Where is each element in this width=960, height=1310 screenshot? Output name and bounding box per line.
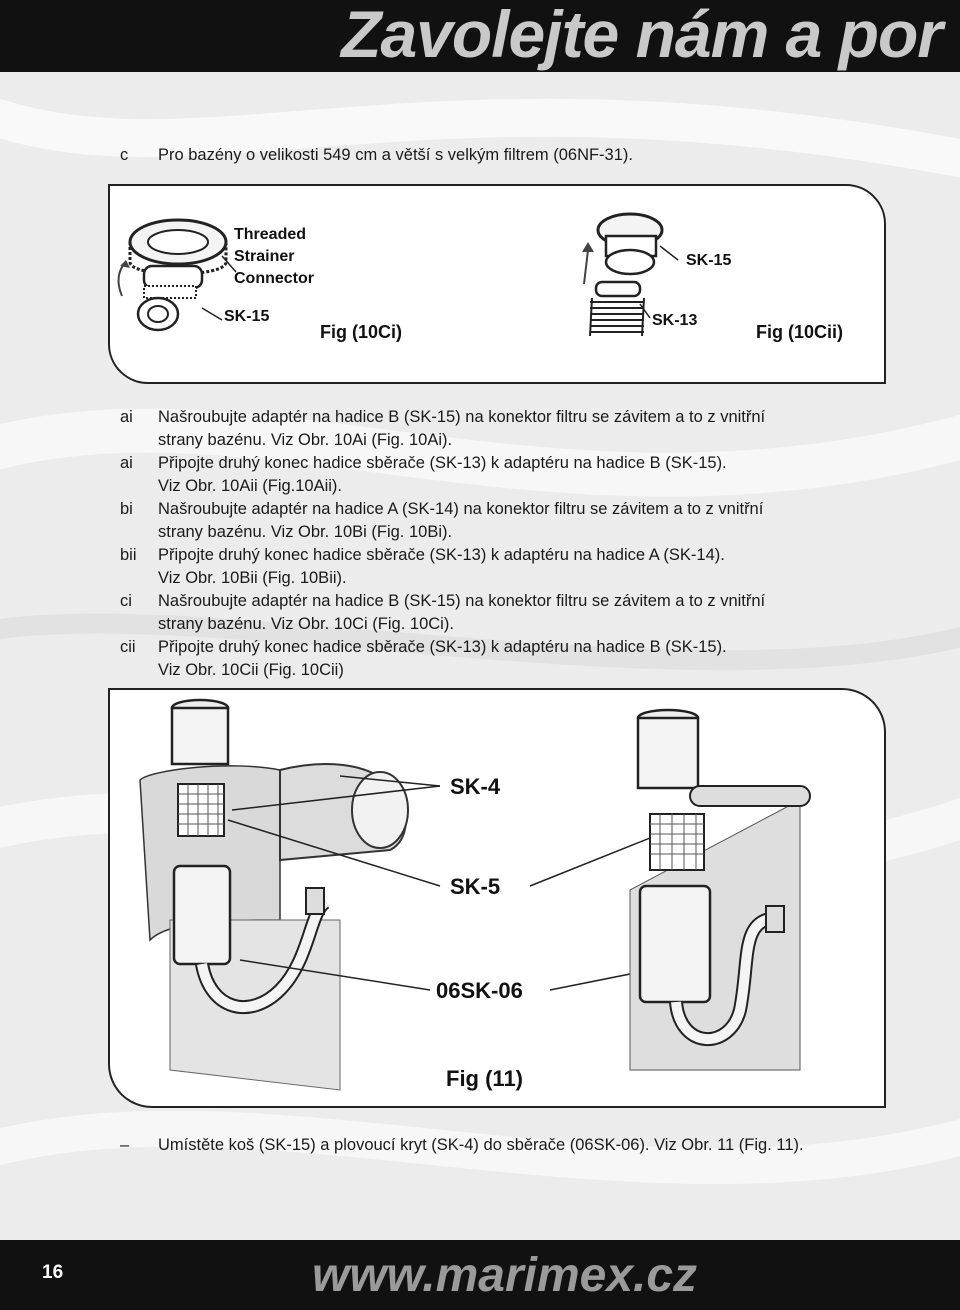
intro-marker: c bbox=[120, 146, 129, 164]
step-marker: bi bbox=[120, 500, 133, 518]
step-row bbox=[0, 590, 960, 636]
step-line1: Našroubujte adaptér na hadice A (SK-14) na konektor filtru se závitem a to z vnitřní bbox=[158, 500, 764, 518]
final-row bbox=[0, 1134, 960, 1158]
intro-row bbox=[0, 144, 960, 168]
label-06sk06: 06SK-06 bbox=[436, 978, 523, 1003]
step-marker: ci bbox=[120, 592, 132, 610]
step-line2: Viz Obr. 10Bii (Fig. 10Bii). bbox=[158, 569, 347, 587]
step-line2: strany bazénu. Viz Obr. 10Ai (Fig. 10Ai). bbox=[158, 431, 453, 449]
label-sk5: SK-5 bbox=[450, 874, 501, 899]
label-sk4: SK-4 bbox=[450, 774, 501, 799]
step-line1: Připojte druhý konec hadice sběrače (SK-13) k adaptéru na hadice A (SK-14). bbox=[158, 546, 725, 564]
step-line2: Viz Obr. 10Cii (Fig. 10Cii) bbox=[158, 661, 344, 679]
figure-11 bbox=[108, 688, 886, 1108]
footer-url: www.marimex.cz bbox=[312, 1249, 698, 1302]
label-sk15-left: SK-15 bbox=[224, 308, 270, 325]
caption-fig-10ci: Fig (10Ci) bbox=[320, 322, 403, 342]
step-line1: Našroubujte adaptér na hadice B (SK-15) na konektor filtru se závitem a to z vnitřní bbox=[158, 408, 766, 426]
label-sk15-right: SK-15 bbox=[686, 252, 732, 269]
final-text: Umístěte koš (SK-15) a plovoucí kryt (SK-4) do sběrače (06SK-06). Viz Obr. 11 (Fig. 11). bbox=[158, 1136, 804, 1154]
page-number: 16 bbox=[42, 1262, 64, 1283]
step-marker: cii bbox=[120, 638, 136, 656]
final-marker: – bbox=[120, 1136, 130, 1154]
step-marker: bii bbox=[120, 546, 137, 564]
label-strainer: Strainer bbox=[234, 248, 295, 265]
label-sk13-right: SK-13 bbox=[652, 312, 698, 329]
page-footer bbox=[0, 1240, 960, 1310]
page-header bbox=[0, 0, 960, 72]
step-row bbox=[0, 406, 960, 452]
intro-text: Pro bazény o velikosti 549 cm a větší s velkým filtrem (06NF-31). bbox=[158, 146, 633, 164]
figure-10c-drawing bbox=[110, 186, 884, 382]
label-threaded: Threaded bbox=[234, 226, 307, 243]
step-row bbox=[0, 452, 960, 498]
header-title: Zavolejte nám a por bbox=[341, 0, 942, 71]
figure-10c bbox=[108, 184, 886, 384]
step-row bbox=[0, 498, 960, 544]
caption-fig-10cii: Fig (10Cii) bbox=[756, 322, 844, 342]
step-line2: strany bazénu. Viz Obr. 10Ci (Fig. 10Ci). bbox=[158, 615, 454, 633]
step-line2: Viz Obr. 10Aii (Fig.10Aii). bbox=[158, 477, 343, 495]
step-line1: Našroubujte adaptér na hadice B (SK-15) na konektor filtru se závitem a to z vnitřní bbox=[158, 592, 766, 610]
label-connector: Connector bbox=[234, 270, 314, 287]
step-marker: ai bbox=[120, 408, 133, 426]
step-line1: Připojte druhý konec hadice sběrače (SK-13) k adaptéru na hadice B (SK-15). bbox=[158, 638, 727, 656]
step-row bbox=[0, 636, 960, 682]
step-marker: ai bbox=[120, 454, 133, 472]
step-line1: Připojte druhý konec hadice sběrače (SK-13) k adaptéru na hadice B (SK-15). bbox=[158, 454, 727, 472]
step-row bbox=[0, 544, 960, 590]
step-line2: strany bazénu. Viz Obr. 10Bi (Fig. 10Bi). bbox=[158, 523, 453, 541]
caption-fig-11: Fig (11) bbox=[446, 1066, 524, 1091]
